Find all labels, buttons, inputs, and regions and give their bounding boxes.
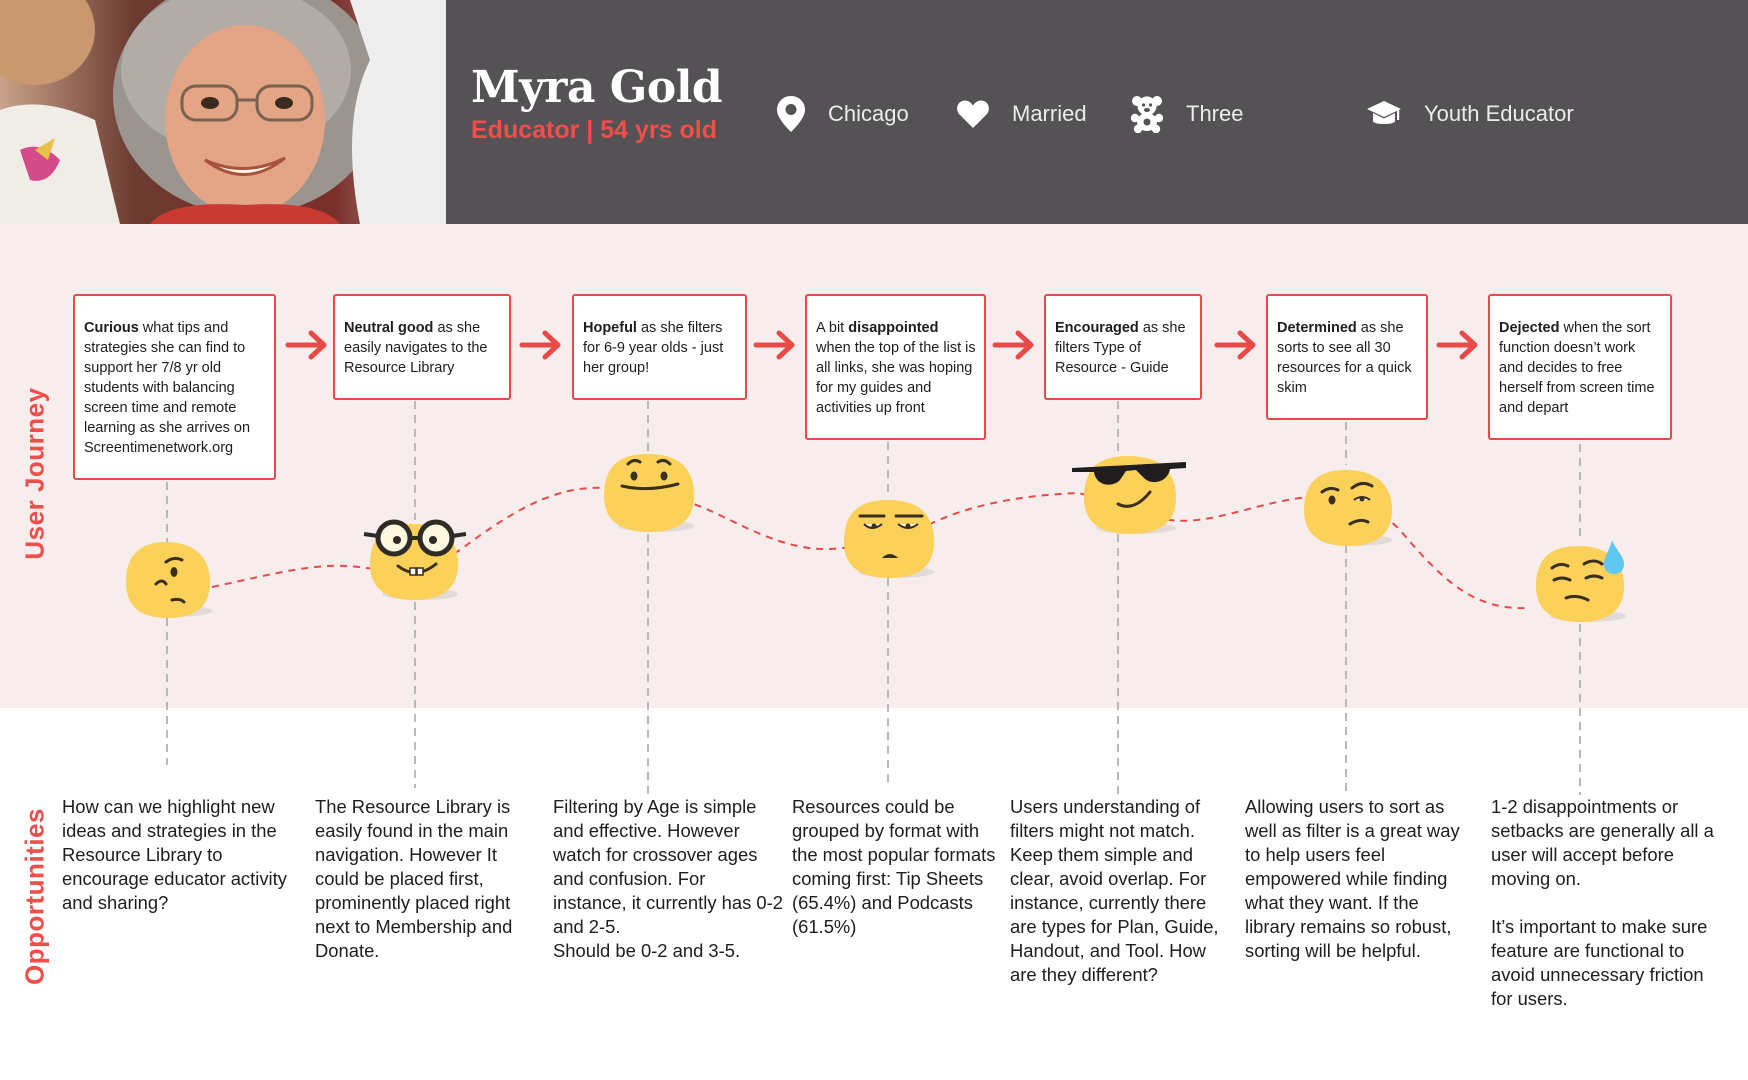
nerd-face-icon <box>362 516 468 604</box>
journey-step-card <box>73 294 276 480</box>
dejected-sweat-face-icon <box>1532 540 1636 626</box>
persona-name: Myra Gold <box>471 62 723 113</box>
journey-step-emotion: disappointed <box>848 320 939 336</box>
skeptical-face-icon <box>1298 466 1398 550</box>
curious-face-icon <box>118 538 216 622</box>
journey-step-emotion: Dejected <box>1499 320 1560 336</box>
opportunity-text: Allowing users to sort as well as filter is a great way to help users feel empowered while finding what they want. If the library remains so robust, sorting will be helpful. <box>1245 796 1460 961</box>
journey-step-card <box>1488 294 1672 440</box>
sunglasses-face-icon <box>1072 452 1190 538</box>
journey-step-emotion: Determined <box>1277 320 1357 336</box>
journey-step-card <box>1044 294 1202 400</box>
arrow-icon <box>1439 333 1475 357</box>
journey-step-text: as she filters Type of Resource - Guide <box>1055 320 1186 376</box>
journey-step-emotion: Hopeful <box>583 320 637 336</box>
journey-step-emotion: Encouraged <box>1055 320 1139 336</box>
journey-step-emotion: Curious <box>84 320 139 336</box>
grin-face-icon <box>598 450 702 536</box>
journey-step-text: when the top of the list is all links, she was hoping for my guides and activities up front <box>816 340 976 416</box>
arrow-icon <box>756 333 792 357</box>
opportunity-text: How can we highlight new ideas and strategies in the Resource Library to encourage educator activity and sharing? <box>62 796 287 913</box>
opportunities-label: Opportunities <box>19 808 50 985</box>
arrow-icon <box>1217 333 1253 357</box>
journey-step-card <box>572 294 747 400</box>
journey-step-prefix: A bit <box>816 320 849 336</box>
journey-step-emotion: Neutral good <box>344 320 434 336</box>
journey-step-text: as she easily navigates to the Resource Library <box>344 320 488 376</box>
fact-occupation-label: Youth Educator <box>1424 101 1574 126</box>
journey-step-card <box>1266 294 1428 420</box>
user-journey-label: User Journey <box>19 387 50 560</box>
opportunity-text: The Resource Library is easily found in the main navigation. However It could be placed first, prominently placed right next to Membership and Donate. <box>315 796 513 961</box>
journey-step-text: when the sort function doesn’t work and decides to free herself from screen time and depart <box>1499 320 1655 416</box>
opportunity-text: Filtering by Age is simple and effective. However watch for crossover ages and confusion. For instance, it currently has 0-2 and 2-5. Should be 0-2 and 3-5. <box>553 796 783 961</box>
opportunity-text: Resources could be grouped by format with the most popular formats coming first: Tip Sheets (65.4%) and Podcasts (61.5%) <box>792 796 996 937</box>
persona-subtitle: Educator | 54 yrs old <box>471 116 717 144</box>
journey-step-text: as she filters for 6-9 year olds - just her group! <box>583 320 724 376</box>
journey-step-text: as she sorts to see all 30 resources for a quick skim <box>1277 320 1412 396</box>
fact-location-label: Chicago <box>828 101 909 126</box>
disappointed-face-icon <box>838 494 942 582</box>
fact-marital-status-label: Married <box>1012 101 1087 126</box>
journey-step-text: what tips and strategies she can find to support her 7/8 yr old students with balancing screen time and remote learning as she arrives on Screentimenetwork.org <box>84 320 251 456</box>
opportunity-text: Users understanding of filters might not match. Keep them simple and clear, avoid overlap. For instance, currently there are types for Plan, Guide, Handout, and Tool. How are they different? <box>1010 796 1219 985</box>
arrow-icon <box>522 333 558 357</box>
journey-step-card <box>805 294 986 440</box>
fact-children-label: Three <box>1186 101 1244 126</box>
journey-step-card <box>333 294 511 400</box>
arrow-icon <box>995 333 1031 357</box>
arrow-icon <box>288 333 324 357</box>
opportunity-text: 1-2 disappointments or setbacks are generally all a user will accept before moving on. It’s important to make sure feature are functional to avoid unnecessary friction for users. <box>1491 796 1714 1009</box>
